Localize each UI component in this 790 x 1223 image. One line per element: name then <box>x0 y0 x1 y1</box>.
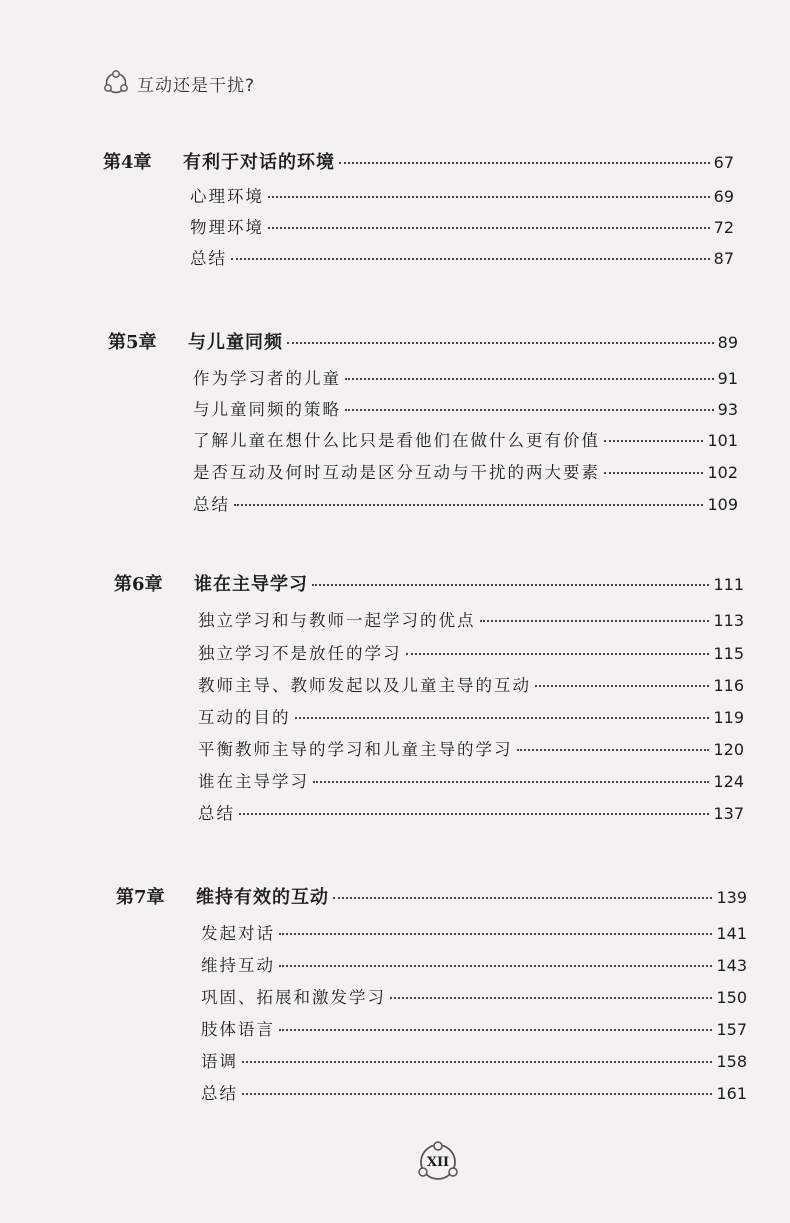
toc-entry[interactable] <box>201 1016 747 1040</box>
chapter-number: 第5章 <box>108 332 157 353</box>
chapter-title: 谁在主导学习 <box>194 574 308 595</box>
section-title: 平衡教师主导的学习和儿童主导的学习 <box>198 740 513 759</box>
toc-entry[interactable] <box>193 459 738 483</box>
page-number: 93 <box>717 400 738 419</box>
dot-leader <box>268 227 710 229</box>
page-number: 115 <box>713 644 744 663</box>
section-title: 总结 <box>193 495 230 514</box>
toc-entry[interactable] <box>193 427 738 451</box>
section-title: 谁在主导学习 <box>198 772 309 791</box>
running-header-title: 互动还是干扰? <box>137 75 256 96</box>
chapter-title: 与儿童同频 <box>188 332 283 353</box>
page-number: 124 <box>713 772 744 791</box>
dot-leader <box>279 965 712 967</box>
dot-leader <box>295 717 710 719</box>
three-circles-logo-icon <box>103 70 129 96</box>
dot-leader <box>345 409 714 411</box>
toc-entry[interactable] <box>190 183 734 207</box>
dot-leader <box>268 196 710 198</box>
page-number: 143 <box>716 956 747 975</box>
page-folio: XII <box>426 1154 450 1170</box>
dot-leader <box>287 342 714 344</box>
page-number: 89 <box>717 333 738 352</box>
toc-entry[interactable] <box>198 607 744 631</box>
section-title: 语调 <box>201 1052 238 1071</box>
dot-leader <box>279 933 712 935</box>
dot-leader <box>345 378 714 380</box>
page-footer <box>413 1140 463 1184</box>
toc-entry[interactable] <box>193 396 738 420</box>
chapter-heading[interactable] <box>116 883 747 909</box>
page-number: 111 <box>713 575 744 594</box>
toc-entry[interactable] <box>198 672 744 696</box>
toc-entry[interactable] <box>201 920 747 944</box>
page-number: 113 <box>713 611 744 630</box>
dot-leader <box>242 1061 712 1063</box>
dot-leader <box>535 685 709 687</box>
page-number: 69 <box>713 187 734 206</box>
dot-leader <box>604 440 703 442</box>
toc-entry[interactable] <box>198 768 744 792</box>
dot-leader <box>231 258 710 260</box>
toc-entry[interactable] <box>190 245 734 269</box>
chapter-title: 有利于对话的环境 <box>183 152 335 173</box>
page-number: 101 <box>707 431 738 450</box>
dot-leader <box>339 162 710 164</box>
page-number: 137 <box>713 804 744 823</box>
chapter-heading[interactable] <box>114 570 744 596</box>
dot-leader <box>279 1029 712 1031</box>
page-number: 157 <box>716 1020 747 1039</box>
section-title: 维持互动 <box>201 956 275 975</box>
section-title: 是否互动及何时互动是区分互动与干扰的两大要素 <box>193 463 600 482</box>
section-title: 总结 <box>198 804 235 823</box>
page-number: 102 <box>707 463 738 482</box>
section-title: 心理环境 <box>190 187 264 206</box>
toc-entry[interactable] <box>190 214 734 238</box>
dot-leader <box>234 504 703 506</box>
section-title: 发起对话 <box>201 924 275 943</box>
page-number: 119 <box>713 708 744 727</box>
chapter-heading[interactable] <box>108 328 738 354</box>
dot-leader <box>242 1093 712 1095</box>
toc-entry[interactable] <box>201 952 747 976</box>
section-title: 互动的目的 <box>198 708 291 727</box>
page-number: 109 <box>707 495 738 514</box>
page-number: 158 <box>716 1052 747 1071</box>
page-number: 161 <box>716 1084 747 1103</box>
page-number: 139 <box>716 888 747 907</box>
dot-leader <box>406 653 710 655</box>
page-number: 87 <box>713 249 734 268</box>
section-title: 肢体语言 <box>201 1020 275 1039</box>
section-title: 独立学习不是放任的学习 <box>198 644 402 663</box>
toc-entry[interactable] <box>198 736 744 760</box>
page-number: 116 <box>713 676 744 695</box>
section-title: 了解儿童在想什么比只是看他们在做什么更有价值 <box>193 431 600 450</box>
page-number: 67 <box>713 153 734 172</box>
toc-entry[interactable] <box>201 984 747 1008</box>
chapter-number: 第7章 <box>116 887 165 908</box>
toc-entry[interactable] <box>198 704 744 728</box>
page-number: 120 <box>713 740 744 759</box>
dot-leader <box>480 620 710 622</box>
toc-entry[interactable] <box>198 800 744 824</box>
toc-entry[interactable] <box>201 1048 747 1072</box>
toc-entry[interactable] <box>193 365 738 389</box>
dot-leader <box>333 897 712 899</box>
dot-leader <box>312 584 709 586</box>
section-title: 巩固、拓展和激发学习 <box>201 988 386 1007</box>
toc-entry[interactable] <box>193 491 738 515</box>
page-number: 72 <box>713 218 734 237</box>
section-title: 独立学习和与教师一起学习的优点 <box>198 611 476 630</box>
section-title: 总结 <box>201 1084 238 1103</box>
page-number: 141 <box>716 924 747 943</box>
section-title: 物理环境 <box>190 218 264 237</box>
toc-entry[interactable] <box>198 640 744 664</box>
chapter-number: 第6章 <box>114 574 163 595</box>
page-number: 150 <box>716 988 747 1007</box>
chapter-title: 维持有效的互动 <box>196 887 329 908</box>
page-number: 91 <box>717 369 738 388</box>
dot-leader <box>313 781 709 783</box>
chapter-number: 第4章 <box>103 152 152 173</box>
toc-entry[interactable] <box>201 1080 747 1104</box>
section-title: 教师主导、教师发起以及儿童主导的互动 <box>198 676 531 695</box>
section-title: 总结 <box>190 249 227 268</box>
dot-leader <box>517 749 710 751</box>
running-header <box>103 70 255 96</box>
dot-leader <box>390 997 712 999</box>
section-title: 作为学习者的儿童 <box>193 369 341 388</box>
dot-leader <box>604 472 703 474</box>
dot-leader <box>239 813 709 815</box>
chapter-heading[interactable] <box>103 148 734 174</box>
section-title: 与儿童同频的策略 <box>193 400 341 419</box>
